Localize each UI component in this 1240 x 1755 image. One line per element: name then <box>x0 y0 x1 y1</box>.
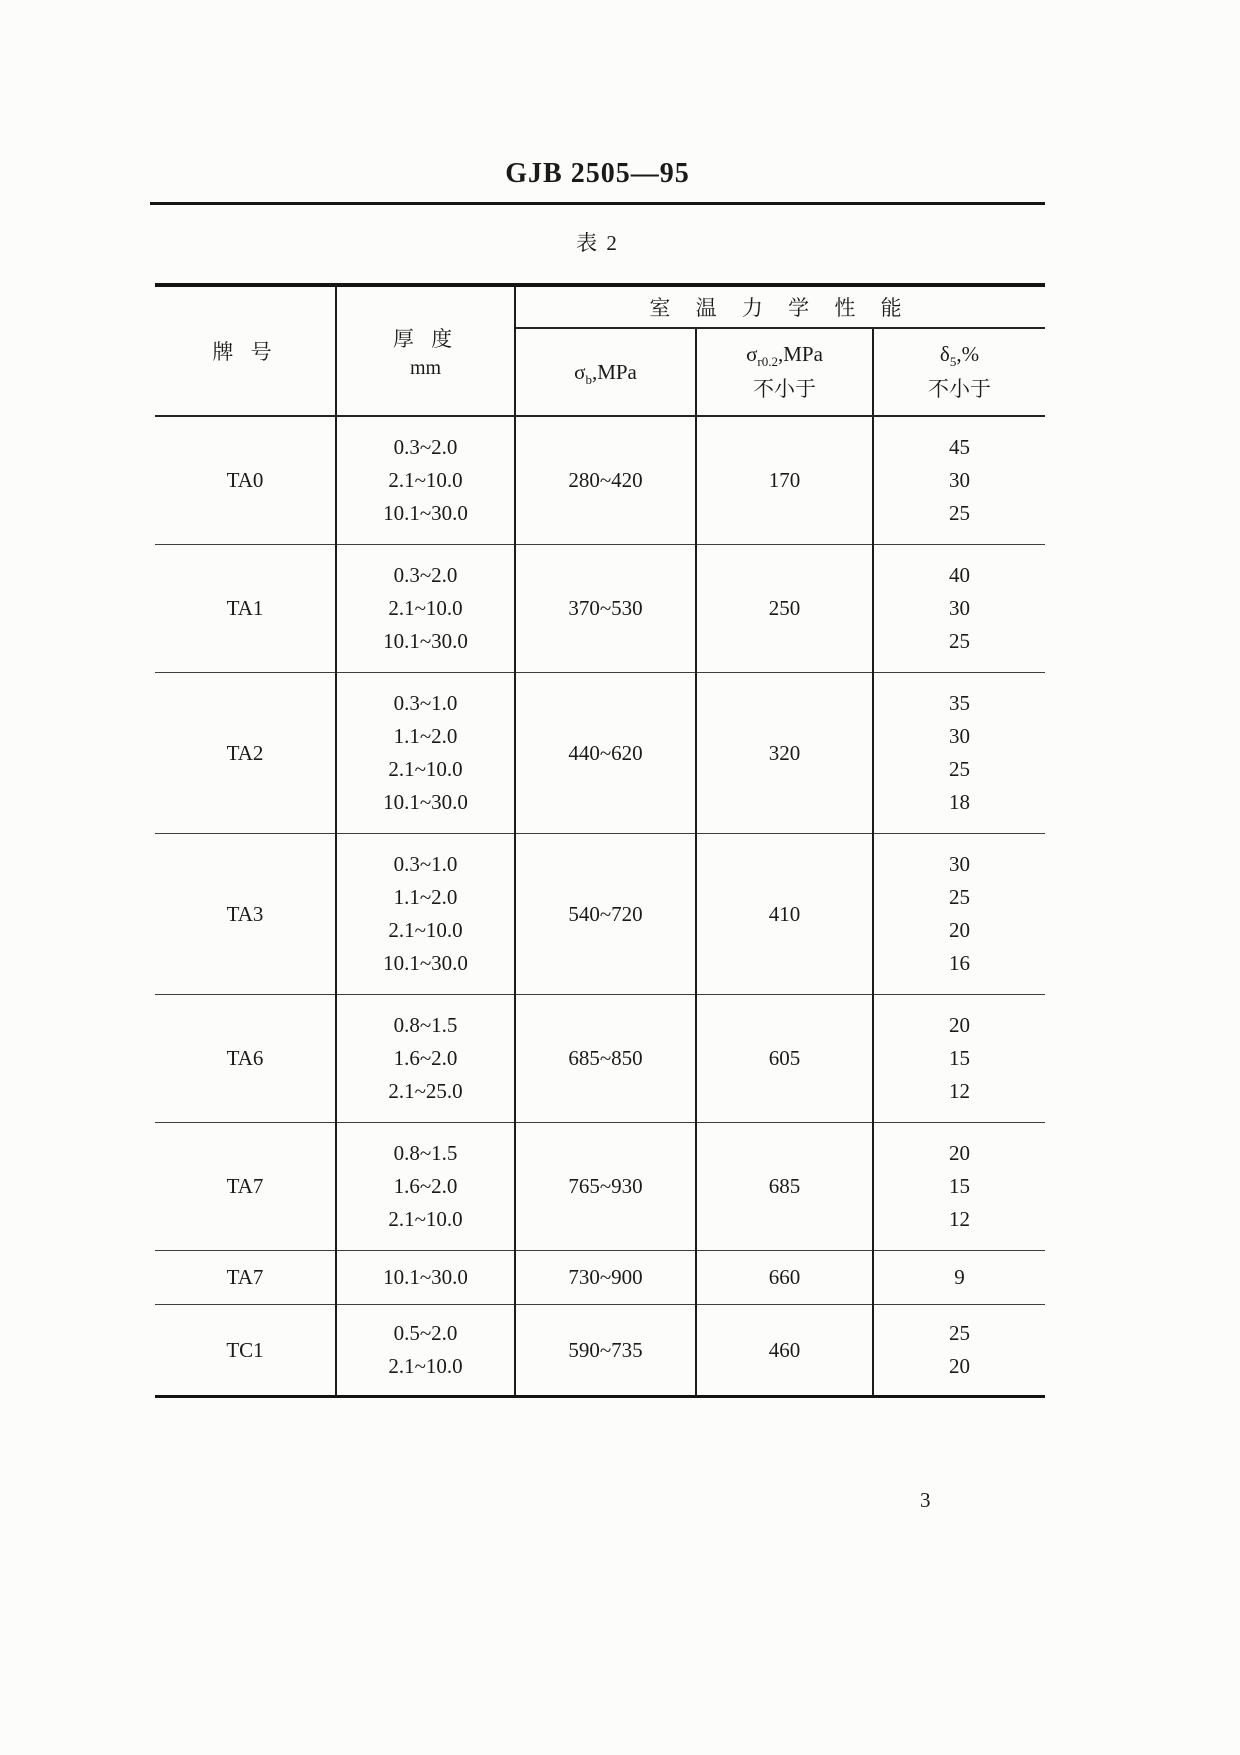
sigma-r02-cell: 685 <box>696 1123 873 1251</box>
standard-code: GJB 2505—95 <box>505 158 690 189</box>
sigma-r02-cell: 410 <box>696 834 873 995</box>
thickness-range: 2.1~10.0 <box>388 596 463 620</box>
thickness-cell <box>336 416 515 545</box>
elongation-value: 35 <box>949 691 970 715</box>
elongation-value: 30 <box>949 596 970 620</box>
elongation-value: 25 <box>949 501 970 525</box>
thickness-range: 0.3~2.0 <box>393 563 458 587</box>
grade-cell: TA7 <box>155 1251 336 1305</box>
thickness-cell <box>336 1251 515 1305</box>
header-group-room-temp-properties: 室 温 力 学 性 能 <box>515 285 1045 328</box>
sigma-r02-cell: 660 <box>696 1251 873 1305</box>
sigma-r02-subscript: r0.2 <box>757 353 778 369</box>
table-row <box>155 545 1045 673</box>
header-sigma-b <box>515 328 696 416</box>
sigma-r02-cell: 250 <box>696 545 873 673</box>
elongation-value: 12 <box>949 1079 970 1103</box>
delta5-cell <box>873 673 1045 834</box>
thickness-range: 10.1~30.0 <box>383 1265 468 1289</box>
elongation-value: 25 <box>949 629 970 653</box>
thickness-range: 2.1~10.0 <box>388 468 463 492</box>
delta5-unit: ,% <box>956 341 980 366</box>
sigma-r02-cell: 320 <box>696 673 873 834</box>
elongation-value: 25 <box>949 885 970 909</box>
grade-cell: TA7 <box>155 1123 336 1251</box>
table-body <box>155 416 1045 1397</box>
delta5-cell <box>873 416 1045 545</box>
sigma-r02-symbol: σ <box>746 341 758 366</box>
table-row <box>155 673 1045 834</box>
elongation-value: 30 <box>949 852 970 876</box>
sigma-r02-formula <box>697 342 872 367</box>
grade-cell: TA1 <box>155 545 336 673</box>
grade-cell: TC1 <box>155 1305 336 1397</box>
sigma-b-cell: 765~930 <box>515 1123 696 1251</box>
mechanical-properties-table <box>155 283 1045 1398</box>
delta5-cell <box>873 1305 1045 1397</box>
thickness-range: 0.3~1.0 <box>393 852 458 876</box>
grade-cell: TA6 <box>155 995 336 1123</box>
delta5-cell <box>873 1251 1045 1305</box>
delta5-symbol: δ <box>939 341 950 366</box>
thickness-range: 1.1~2.0 <box>393 724 458 748</box>
thickness-cell <box>336 673 515 834</box>
table-row <box>155 1123 1045 1251</box>
sigma-r02-cell: 605 <box>696 995 873 1123</box>
sigma-r02-qualifier: 不小于 <box>753 376 816 401</box>
thickness-range: 2.1~10.0 <box>388 918 463 942</box>
thickness-range: 0.8~1.5 <box>393 1013 458 1037</box>
thickness-cell <box>336 1123 515 1251</box>
sigma-b-cell: 370~530 <box>515 545 696 673</box>
elongation-value: 40 <box>949 563 970 587</box>
sigma-b-cell: 440~620 <box>515 673 696 834</box>
grade-cell: TA2 <box>155 673 336 834</box>
thickness-range: 0.5~2.0 <box>393 1321 458 1345</box>
table-row <box>155 416 1045 545</box>
delta5-formula <box>874 342 1045 367</box>
page-number: 3 <box>920 1488 931 1512</box>
header-thickness-label: 厚 度 <box>392 326 459 351</box>
elongation-value: 20 <box>949 1354 970 1378</box>
thickness-cell <box>336 995 515 1123</box>
thickness-cell <box>336 545 515 673</box>
sigma-b-cell: 540~720 <box>515 834 696 995</box>
thickness-cell <box>336 834 515 995</box>
header-grade <box>155 285 336 416</box>
thickness-range: 0.3~1.0 <box>393 691 458 715</box>
header-thickness-unit: mm <box>409 356 442 379</box>
delta5-cell <box>873 1123 1045 1251</box>
elongation-value: 45 <box>949 435 970 459</box>
grade-cell: TA0 <box>155 416 336 545</box>
elongation-value: 30 <box>949 468 970 492</box>
elongation-value: 20 <box>949 1013 970 1037</box>
delta5-subscript: 5 <box>949 353 957 369</box>
sigma-r02-unit: ,MPa <box>777 341 823 366</box>
thickness-range: 1.6~2.0 <box>393 1174 458 1198</box>
sigma-b-cell: 590~735 <box>515 1305 696 1397</box>
sigma-r02-cell: 460 <box>696 1305 873 1397</box>
sigma-b-cell: 280~420 <box>515 416 696 545</box>
thickness-range: 10.1~30.0 <box>383 951 468 975</box>
grade-cell: TA3 <box>155 834 336 995</box>
thickness-range: 1.1~2.0 <box>393 885 458 909</box>
table-caption: 表 2 <box>576 231 619 255</box>
header-delta5 <box>873 328 1045 416</box>
delta5-cell <box>873 545 1045 673</box>
sigma-b-cell: 730~900 <box>515 1251 696 1305</box>
sigma-b-unit: ,MPa <box>591 359 637 384</box>
thickness-range: 10.1~30.0 <box>383 790 468 814</box>
thickness-range: 2.1~10.0 <box>388 757 463 781</box>
delta5-cell <box>873 995 1045 1123</box>
thickness-cell <box>336 1305 515 1397</box>
elongation-value: 25 <box>949 757 970 781</box>
sigma-r02-cell: 170 <box>696 416 873 545</box>
elongation-value: 25 <box>949 1321 970 1345</box>
delta5-qualifier: 不小于 <box>928 376 991 401</box>
sigma-b-subscript: b <box>585 371 592 387</box>
table-row <box>155 1251 1045 1305</box>
thickness-range: 10.1~30.0 <box>383 629 468 653</box>
sigma-b-symbol: σ <box>574 359 586 384</box>
thickness-range: 1.6~2.0 <box>393 1046 458 1070</box>
thickness-range: 2.1~25.0 <box>388 1079 463 1103</box>
elongation-value: 20 <box>949 918 970 942</box>
elongation-value: 30 <box>949 724 970 748</box>
thickness-range: 0.3~2.0 <box>393 435 458 459</box>
table-row <box>155 834 1045 995</box>
header-sigma-r02 <box>696 328 873 416</box>
table-row <box>155 1305 1045 1397</box>
table-row <box>155 995 1045 1123</box>
elongation-value: 16 <box>949 951 970 975</box>
elongation-value: 9 <box>954 1265 965 1289</box>
elongation-value: 12 <box>949 1207 970 1231</box>
thickness-range: 10.1~30.0 <box>383 501 468 525</box>
header-rule <box>150 202 1045 205</box>
elongation-value: 15 <box>949 1174 970 1198</box>
header-grade-label: 牌 号 <box>212 340 278 364</box>
elongation-value: 15 <box>949 1046 970 1070</box>
elongation-value: 18 <box>949 790 970 814</box>
delta5-cell <box>873 834 1045 995</box>
thickness-range: 2.1~10.0 <box>388 1207 463 1231</box>
header-thickness <box>336 285 515 416</box>
elongation-value: 20 <box>949 1141 970 1165</box>
sigma-b-cell: 685~850 <box>515 995 696 1123</box>
thickness-range: 0.8~1.5 <box>393 1141 458 1165</box>
thickness-range: 2.1~10.0 <box>388 1354 463 1378</box>
